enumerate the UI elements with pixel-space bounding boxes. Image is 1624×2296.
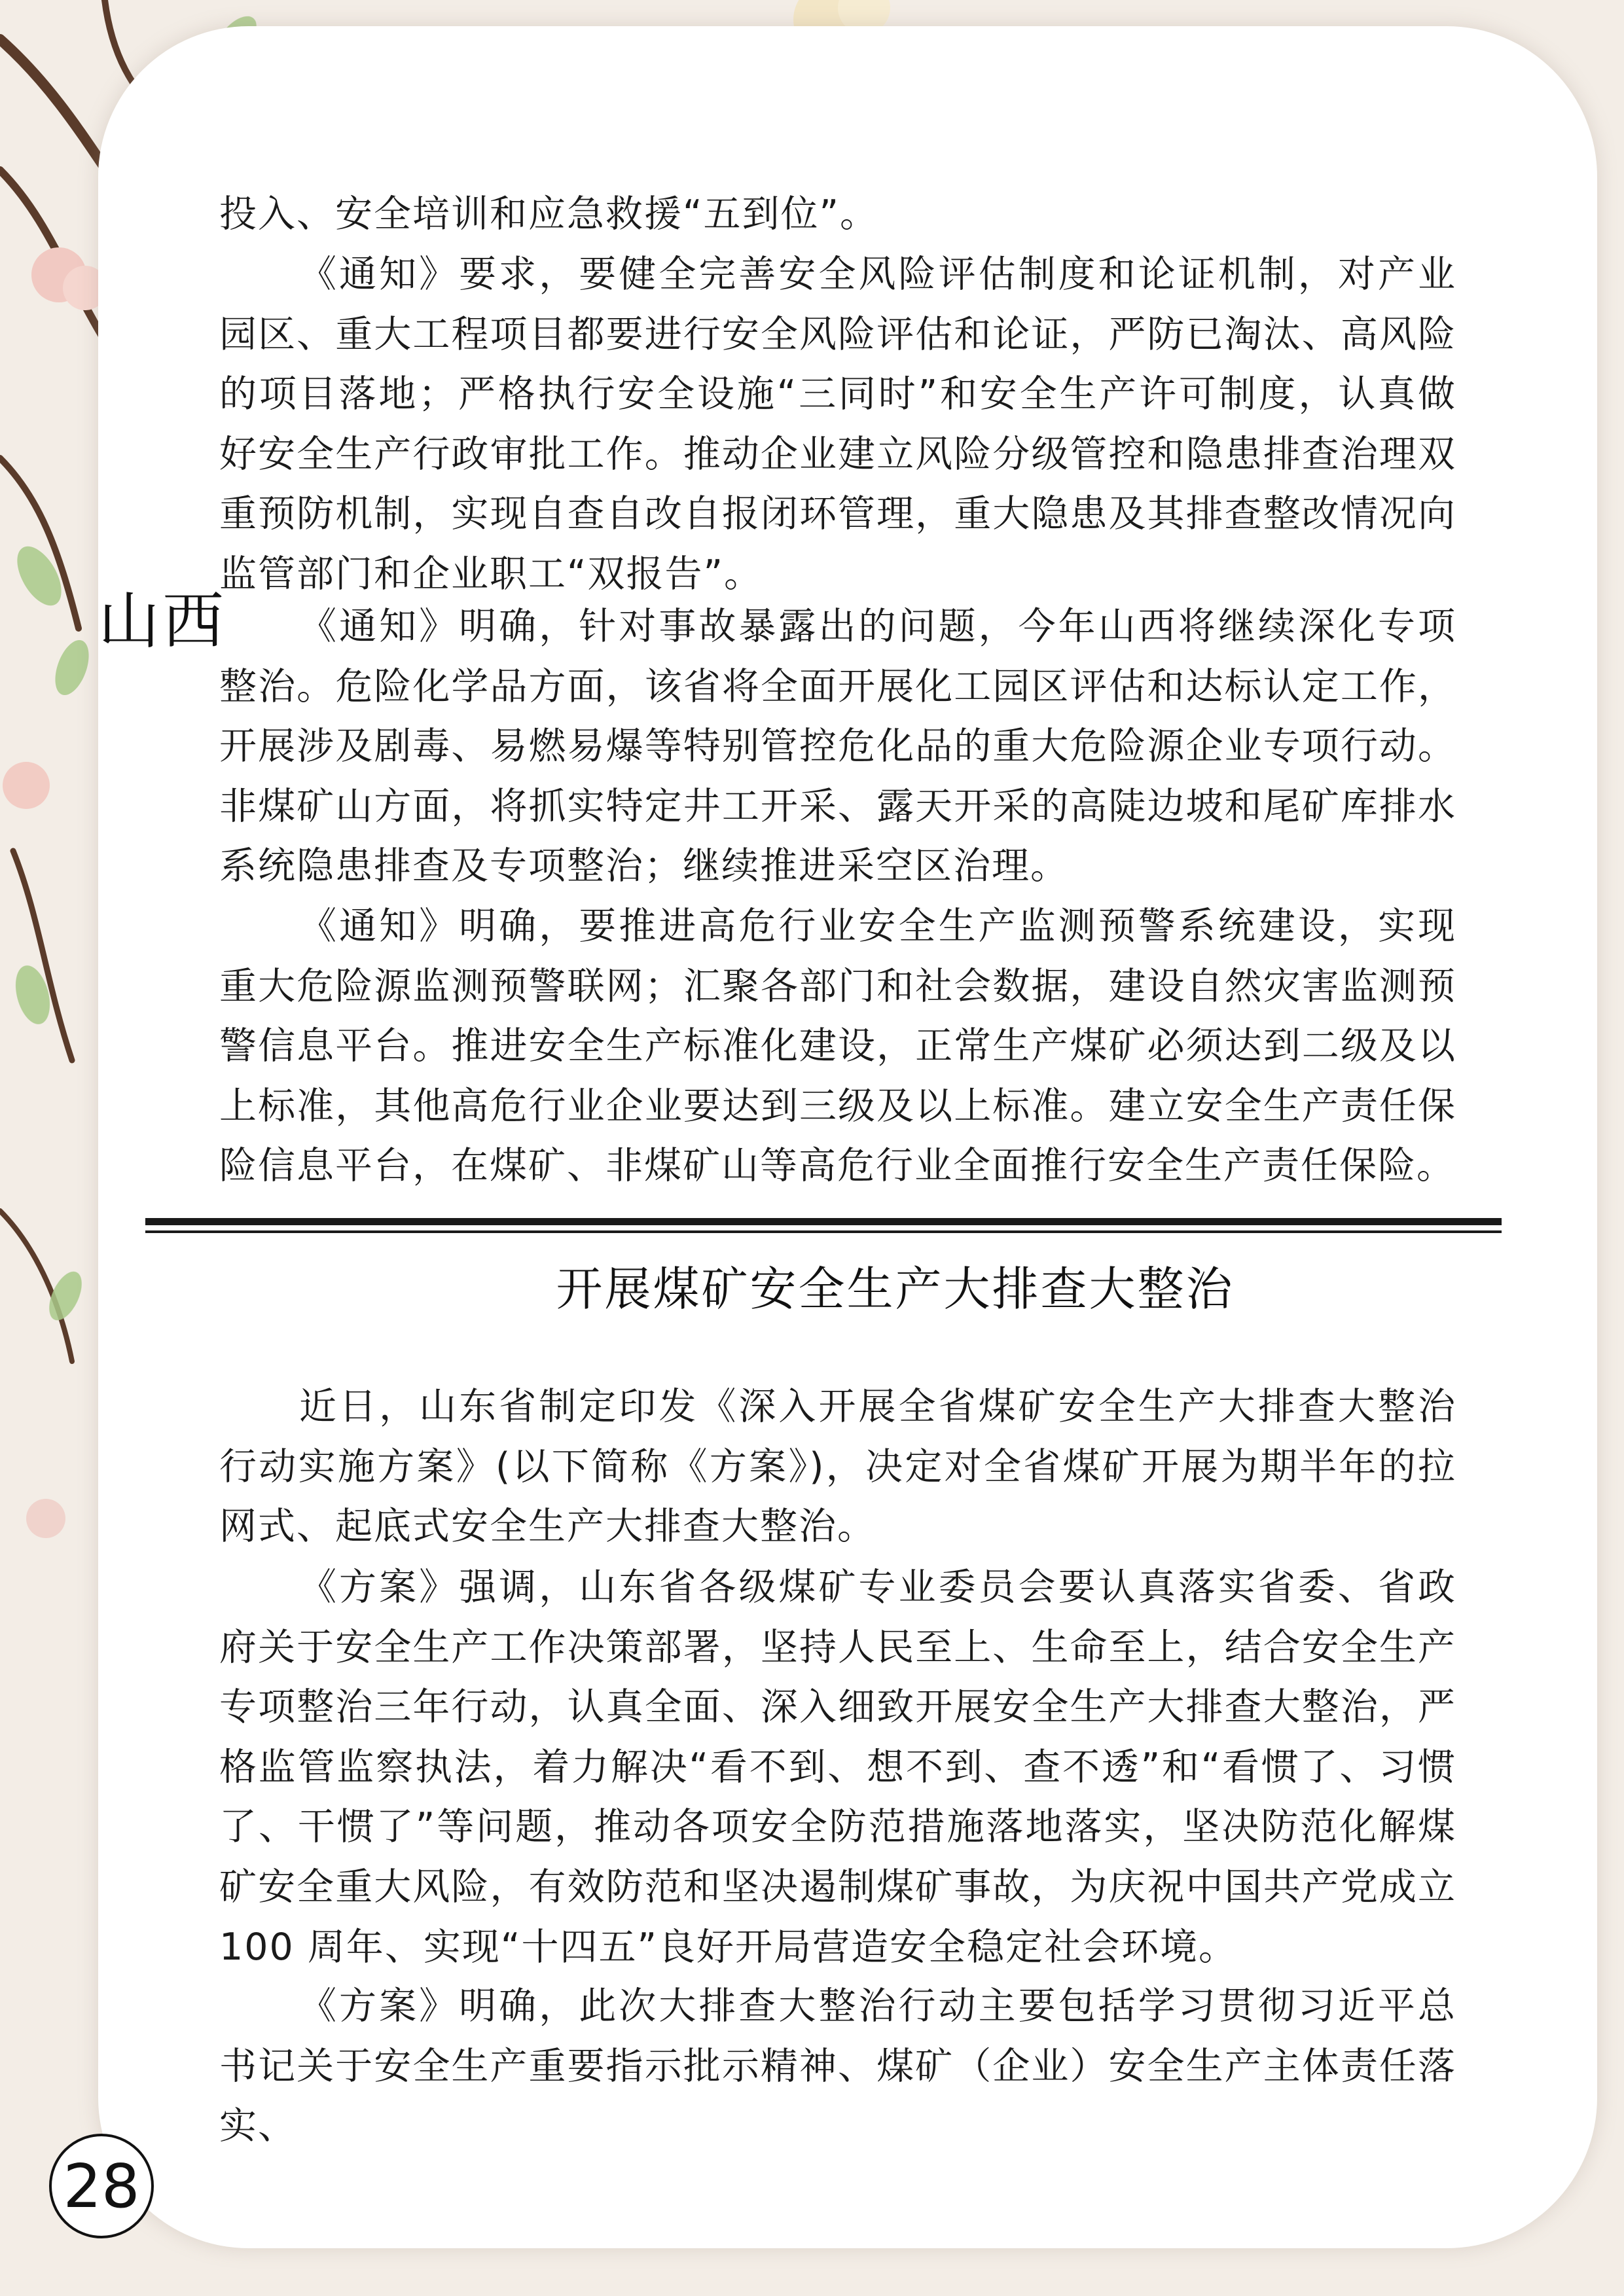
section-divider bbox=[145, 1218, 1502, 1225]
paragraph-6: 《方案》强调，山东省各级煤矿专业委员会要认真落实省委、省政府关于安全生产工作决策部署，坚持人民至上、生命至上，结合安全生产专项整治三年行动，认真全面、深入细致开展安全生产大排查大整治，严格监管监察执法，着力解决“看不到、想不到、查不透”和“看惯了、习惯了、干惯了”等问题，推动各项安全防范措施落地落实，坚决防范化解煤矿安全重大风险，有效防范和坚决遏制煤矿事故，为庆祝中国共产党成立 100 周年、实现“十四五”良好开局营造安全稳定社会环境。 bbox=[219, 1566, 1456, 1969]
paragraph-7: 《方案》明确，此次大排查大整治行动主要包括学习贯彻习近平总书记关于安全生产重要指示批示精神、煤矿（企业）安全生产主体责任落实、 bbox=[219, 1984, 1456, 2148]
paragraph-2: 《通知》要求，要健全完善安全风险评估制度和论证机制，对产业园区、重大工程项目都要进行安全风险评估和论证，严防已淘汰、高风险的项目落地；严格执行安全设施“三同时”和安全生产许可制度，认真做好安全生产行政审批工作。推动企业建立风险分级管控和隐患排查治理双重预防机制，实现自查自改自报闭环管理，重大隐患及其排查整改情况向监管部门和企业职工“双报告”。 bbox=[219, 253, 1456, 596]
paragraph-5: 近日，山东省制定印发《深入开展全省煤矿安全生产大排查大整治行动实施方案》(以下简称《方案》)，决定对全省煤矿开展为期半年的拉网式、起底式安全生产大排查大整治。 bbox=[219, 1385, 1456, 1549]
page-number: 28 bbox=[49, 2134, 154, 2238]
paragraph-3: 《通知》明确，针对事故暴露出的问题，今年山西将继续深化专项整治。危险化学品方面，该省将全面开展化工园区评估和达标认定工作，开展涉及剧毒、易燃易爆等特别管控危化品的重大危险源企业专项行动。非煤矿山方面，将抓实特定井工开采、露天开采的高陡边坡和尾矿库排水系统隐患排查及专项整治；继续推进采空区治理。 bbox=[219, 605, 1456, 888]
paragraph-1: 投入、安全培训和应急救援“五到位”。 bbox=[219, 192, 879, 236]
section-title: 开展煤矿安全生产大排查大整治 bbox=[556, 1262, 1235, 1316]
region-label: 山西 bbox=[98, 586, 227, 657]
section-divider-thin bbox=[145, 1230, 1502, 1233]
paragraph-4: 《通知》明确，要推进高危行业安全生产监测预警系统建设，实现重大危险源监测预警联网；汇聚各部门和社会数据，建设自然灾害监测预警信息平台。推进安全生产标准化建设，正常生产煤矿必须达到二级及以上标准，其他高危行业企业要达到三级及以上标准。建立安全生产责任保险信息平台，在煤矿、非煤矿山等高危行业全面推行安全生产责任保险。 bbox=[219, 905, 1456, 1188]
